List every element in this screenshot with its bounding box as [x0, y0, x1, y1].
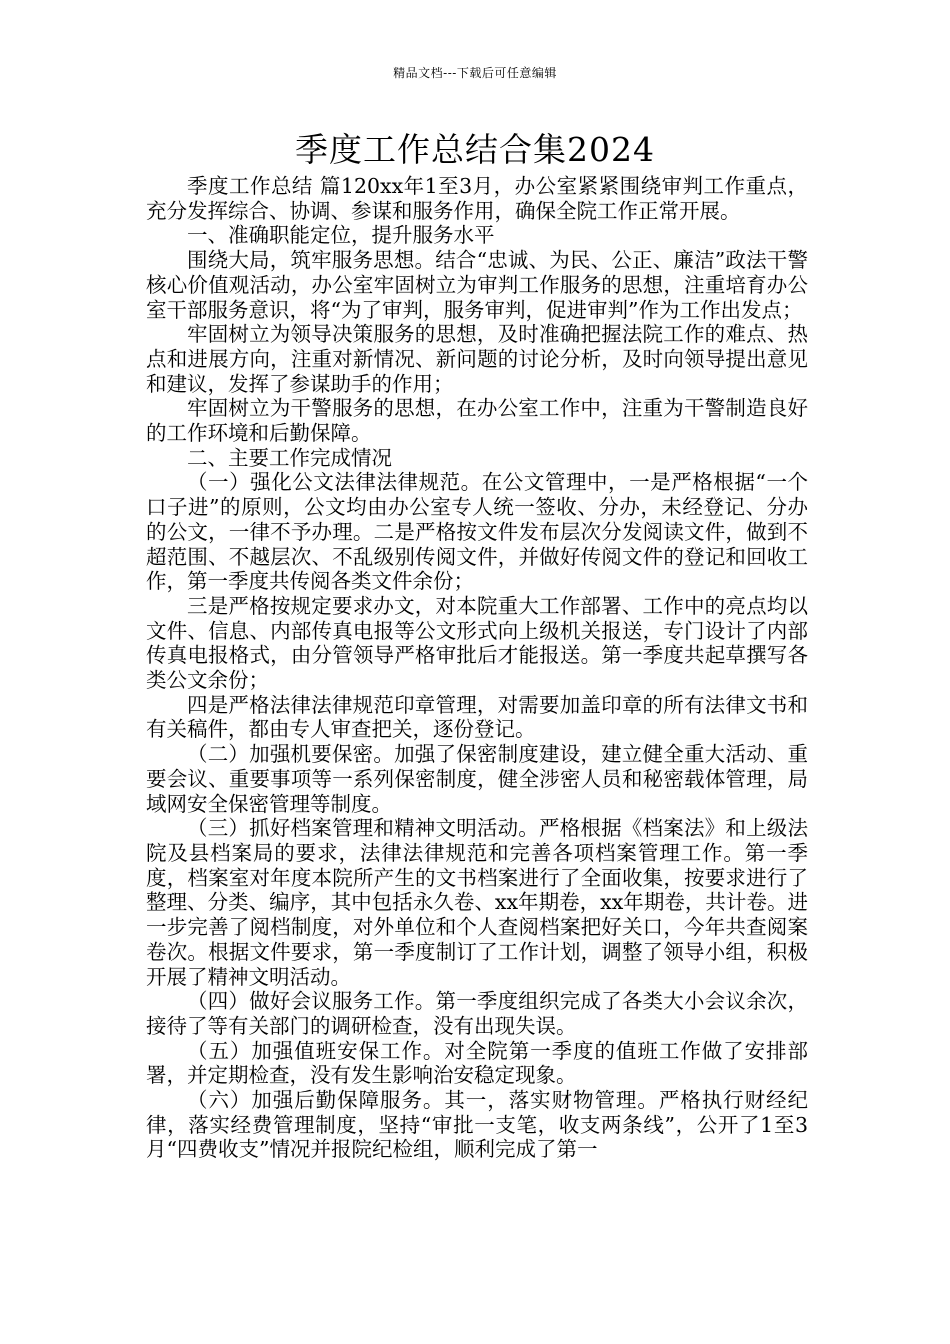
document-body: [146, 174, 808, 1162]
paragraph: 季度工作总结 篇120xx年1至3月，办公室紧紧围绕审判工作重点，充分发挥综合、协调、参谋和服务作用，确保全院工作正常开展。: [146, 174, 808, 223]
section-heading: 一、准确职能定位，提升服务水平: [187, 223, 495, 248]
paragraph: 围绕大局，筑牢服务思想。结合“忠诚、为民、公正、廉洁”政法干警核心价值观活动，办公室牢固树立为审判工作服务的思想，注重培育办公室干部服务意识，将“为了审判，服务审判，促进审判”作为工作出发点；: [146, 248, 808, 322]
document-title: 季度工作总结合集2024: [295, 130, 655, 169]
paragraph: （四）做好会议服务工作。第一季度组织完成了各类大小会议余次，接待了等有关部门的调研检查，没有出现失误。: [146, 989, 808, 1038]
paragraph: （三）抓好档案管理和精神文明活动。严格根据《档案法》和上级法院及县档案局的要求，法律法律规范和完善各项档案管理工作。第一季度，档案室对年度本院所产生的文书档案进行了全面收集，按要求进行了整理、分类、编序，其中包括永久卷、xx年期卷，xx年期卷，共计卷。进一步完善了阅档制度，对外单位和个人查阅档案把好关口，今年共查阅案卷次。根据文件要求，第一季度制订了工作计划，调整了领导小组，积极开展了精神文明活动。: [146, 816, 808, 989]
paragraph: 四是严格法律法律规范印章管理，对需要加盖印章的所有法律文书和有关稿件，都由专人审查把关，逐份登记。: [146, 692, 808, 742]
paragraph: （五）加强值班安保工作。对全院第一季度的值班工作做了安排部署，并定期检查，没有发生影响治安稳定现象。: [146, 1038, 808, 1088]
paragraph: 牢固树立为干警服务的思想，在办公室工作中，注重为干警制造良好的工作环境和后勤保障。: [146, 396, 808, 446]
paragraph: 三是严格按规定要求办文，对本院重大工作部署、工作中的亮点均以文件、信息、内部传真电报等公文形式向上级机关报送，专门设计了内部传真电报格式，由分管领导严格审批后才能报送。第一季度共起草撰写各类公文余份；: [146, 593, 808, 693]
paragraph: 牢固树立为领导决策服务的思想，及时准确把握法院工作的难点、热点和进展方向，注重对新情况、新问题的讨论分析，及时向领导提出意见和建议，发挥了参谋助手的作用；: [146, 322, 808, 396]
paragraph: （六）加强后勤保障服务。其一，落实财物管理。严格执行财经纪律，落实经费管理制度，坚持“审批一支笔，收支两条线”，公开了1至3月“四费收支”情况并报院纪检组，顺利完成了第一: [146, 1088, 808, 1162]
page-header: 精品文档---下载后可任意编辑: [393, 66, 557, 80]
paragraph: （一）强化公文法律法律规范。在公文管理中，一是严格根据“一个口子进”的原则，公文均由办公室专人统一签收、分办，未经登记、分办的公文，一律不予办理。二是严格按文件发布层次分发阅读文件，做到不超范围、不越层次、不乱级别传阅文件，并做好传阅文件的登记和回收工作，第一季度共传阅各类文件余份；: [146, 470, 808, 594]
section-heading: 二、主要工作完成情况: [187, 445, 392, 470]
paragraph: （二）加强机要保密。加强了保密制度建设，建立健全重大活动、重要会议、重要事项等一系列保密制度，健全涉密人员和秘密载体管理，局域网安全保密管理等制度。: [146, 742, 808, 816]
